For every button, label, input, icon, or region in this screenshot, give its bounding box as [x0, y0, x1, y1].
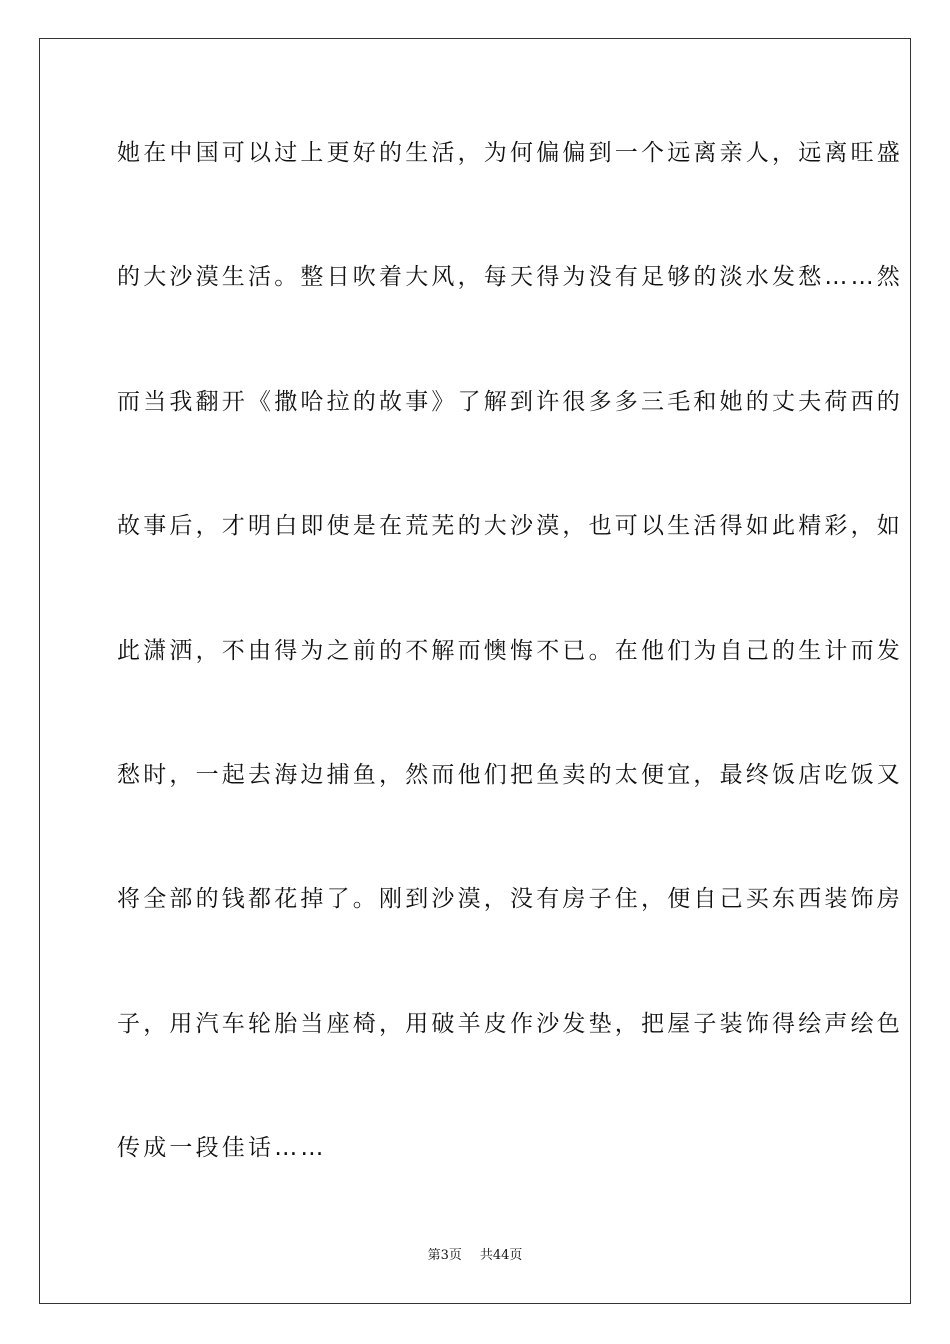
page-total: 共44页	[479, 1248, 523, 1263]
text-line: 将全部的钱都花掉了。刚到沙漠，没有房子住，便自己买东西装饰房	[117, 886, 903, 912]
page-footer	[0, 1247, 950, 1265]
text-line: 的大沙漠生活。整日吹着大风，每天得为没有足够的淡水发愁……然	[117, 264, 903, 290]
text-line: 传成一段佳话……	[117, 1135, 327, 1161]
page-number: 第3页	[427, 1248, 462, 1263]
text-line: 而当我翻开《撒哈拉的故事》了解到许很多多三毛和她的丈夫荷西的	[117, 389, 903, 415]
text-line: 她在中国可以过上更好的生活，为何偏偏到一个远离亲人，远离旺盛	[117, 140, 903, 166]
text-line: 子，用汽车轮胎当座椅，用破羊皮作沙发垫，把屋子装饰得绘声绘色	[117, 1011, 903, 1037]
text-line: 此潇洒，不由得为之前的不解而懊悔不已。在他们为自己的生计而发	[117, 638, 903, 664]
text-line: 愁时，一起去海边捕鱼，然而他们把鱼卖的太便宜，最终饭店吃饭又	[117, 762, 903, 788]
text-line: 故事后，才明白即使是在荒芜的大沙漠，也可以生活得如此精彩，如	[117, 513, 903, 539]
page-border	[39, 38, 911, 1304]
